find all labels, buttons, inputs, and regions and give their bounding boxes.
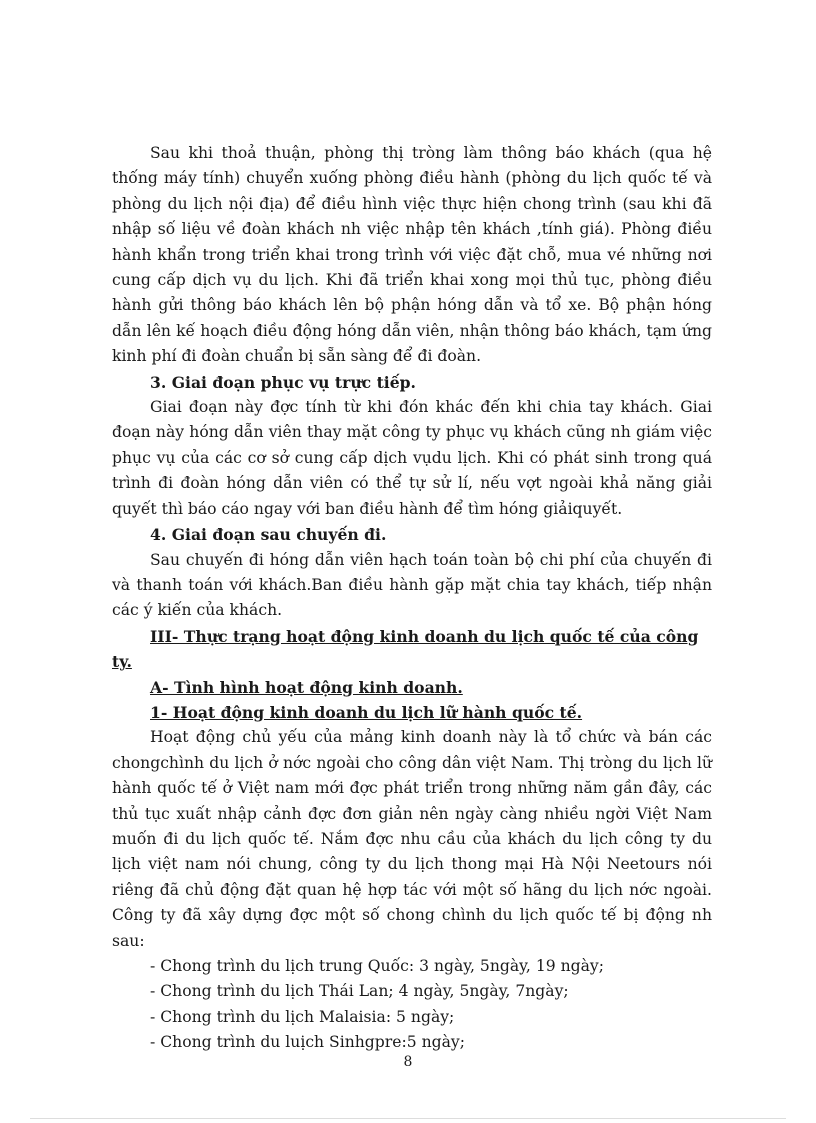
list-item: - Chong trình du luịch Sinhgpre:5 ngày;	[150, 1033, 465, 1052]
heading-section-1: 1- Hoạt động kinh doanh du lịch lữ hành quốc tế.	[150, 702, 583, 722]
heading-section-iii: III- Thực trạng hoạt động kinh doanh du lịch quốc tế của công ty.	[112, 626, 699, 672]
heading-section-a: A- Tình hình hoạt động kinh doanh.	[150, 677, 463, 697]
bottom-divider	[30, 1118, 786, 1119]
paragraph-international-travel: Hoạt động chủ yếu của mảng kinh doanh này là tổ chức và bán các chongchình du lịch ở nớc ngoài cho công dân việt Nam. Thị tròng du lịch lữ hành quốc tế ở Việt nam mới đợc phát triển trong những năm gần đây, các thủ tục xuất nhập cảnh đợc đơn giản nên ngày càng nhiều ngời Việt Nam muốn đi du lịch quốc tế. Nắm đợc nhu cầu của khách du lịch công ty du lịch việt nam nói chung, công ty du lịch thong mại Hà Nội Neetours nói riêng đã chủ động đặt quan hệ hợp tác với một số hãng du lịch nớc ngoài. Công ty đã xây dựng đợc một số chong chình du lịch quốc tế bị động nh sau:	[112, 728, 712, 950]
heading-post-trip-stage: 4. Giai đoạn sau chuyến đi.	[150, 525, 387, 545]
list-item: - Chong trình du lịch Malaisia: 5 ngày;	[150, 1007, 455, 1026]
page-body	[112, 141, 712, 1056]
paragraph-direct-service: Giai đoạn này đợc tính từ khi đón khác đến khi chia tay khách. Giai đoạn này hóng dẫn viên thay mặt công ty phục vụ khách cũng nh giám việc phục vụ của các cơ sở cung cấp dịch vụdu lịch. Khi có phát sinh trong quá trình đi đoàn hóng dẫn viên có thể tự sử lí, nếu vợt ngoài khả năng giải quyết thì báo cáo ngay với ban điều hành để tìm hóng giảiquyết.	[112, 398, 712, 518]
page-number: 8	[403, 1054, 413, 1070]
heading-direct-service-stage: 3. Giai đoạn phục vụ trực tiếp.	[150, 372, 416, 392]
list-item: - Chong trình du lịch Thái Lan; 4 ngày, 5ngày, 7ngày;	[150, 982, 569, 1001]
list-item: - Chong trình du lịch trung Quốc: 3 ngày, 5ngày, 19 ngày;	[150, 957, 604, 975]
paragraph-post-trip: Sau chuyến đi hóng dẫn viên hạch toán toàn bộ chi phí của chuyến đi và thanh toán với khách.Ban điều hành gặp mặt chia tay khách, tiếp nhận các ý kiến của khách.	[112, 550, 712, 620]
paragraph-coordination: Sau khi thoả thuận, phòng thị tròng làm thông báo khách (qua hệ thống máy tính) chuyển xuống phòng điều hành (phòng du lịch quốc tế và phòng du lịch nội địa) để điều hình việc thực hiện chong trình (sau khi đã nhập số liệu về đoàn khách nh việc nhập tên khách ,tính giá). Phòng điều hành khẩn trong triển khai trong trình với việc đặt chỗ, mua vé những nơi cung cấp dịch vụ du lịch. Khi đã triển khai xong mọi thủ tục, phòng điều hành gửi thông báo khách lên bộ phận hóng dẫn và tổ xe. Bộ phận hóng dẫn lên kế hoạch điều động hóng dẫn viên, nhận thông báo khách, tạm ứng kinh phí đi đoàn chuẩn bị sẵn sàng để đi đoàn.	[112, 144, 712, 366]
